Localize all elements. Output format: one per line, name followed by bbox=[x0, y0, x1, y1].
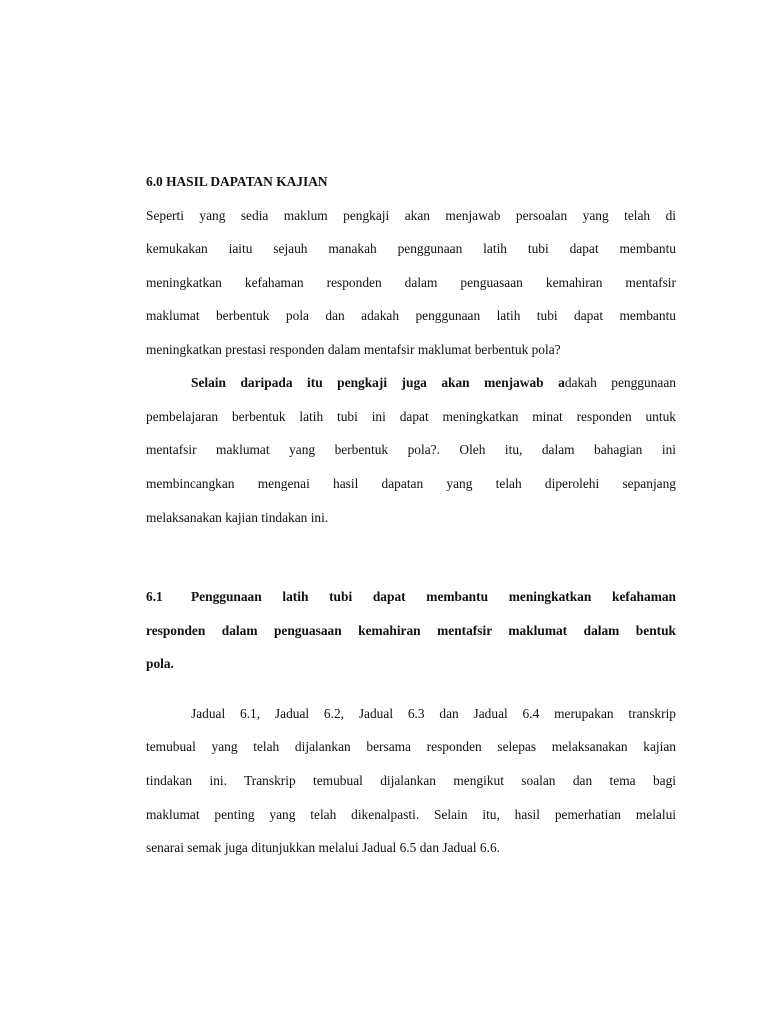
paragraph1-line: meningkatkan prestasi responden dalam mentafsir maklumat berbentuk pola? bbox=[146, 342, 561, 357]
paragraph2-line: mentafsir maklumat yang berbentuk pola?. Oleh itu, dalam bahagian ini bbox=[146, 442, 676, 457]
paragraph3-line: tindakan ini. Transkrip temubual dijalankan mengikut soalan dan tema bagi bbox=[146, 773, 676, 788]
paragraph2-line: melaksanakan kajian tindakan ini. bbox=[146, 510, 329, 525]
section-heading: 6.0 HASIL DAPATAN KAJIAN bbox=[146, 174, 328, 189]
subsection-number: 6.1 bbox=[146, 589, 163, 604]
paragraph2-first-line bbox=[191, 374, 676, 392]
paragraph3-first-line: Jadual 6.1, Jadual 6.2, Jadual 6.3 dan Jadual 6.4 merupakan transkrip bbox=[191, 706, 676, 721]
paragraph3-line: temubual yang telah dijalankan bersama responden selepas melaksanakan kajian bbox=[146, 739, 676, 754]
subsection-title-line: responden dalam penguasaan kemahiran mentafsir maklumat dalam bentuk bbox=[146, 623, 676, 638]
paragraph3-line: senarai semak juga ditunjukkan melalui Jadual 6.5 dan Jadual 6.6. bbox=[146, 840, 501, 855]
paragraph1-line: Seperti yang sedia maklum pengkaji akan menjawab persoalan yang telah di bbox=[146, 208, 676, 223]
paragraph2-bold-text: Selain daripada itu pengkaji juga akan menjawab a bbox=[191, 375, 565, 390]
paragraph1-line: meningkatkan kefahaman responden dalam penguasaan kemahiran mentafsir bbox=[146, 275, 676, 290]
paragraph1-line: maklumat berbentuk pola dan adakah penggunaan latih tubi dapat membantu bbox=[146, 308, 676, 323]
paragraph3-line: maklumat penting yang telah dikenalpasti. Selain itu, hasil pemerhatian melalui bbox=[146, 807, 676, 822]
subsection-title-line: Penggunaan latih tubi dapat membantu meningkatkan kefahaman bbox=[191, 589, 676, 604]
paragraph1-line: kemukakan iaitu sejauh manakah penggunaan latih tubi dapat membantu bbox=[146, 241, 676, 256]
subsection-title-line: pola. bbox=[146, 656, 174, 671]
paragraph2-text: dakah penggunaan bbox=[564, 375, 676, 390]
subsection-heading bbox=[146, 588, 676, 606]
paragraph2-line: membincangkan mengenai hasil dapatan yang telah diperolehi sepanjang bbox=[146, 476, 676, 491]
paragraph2-line: pembelajaran berbentuk latih tubi ini dapat meningkatkan minat responden untuk bbox=[146, 409, 676, 424]
